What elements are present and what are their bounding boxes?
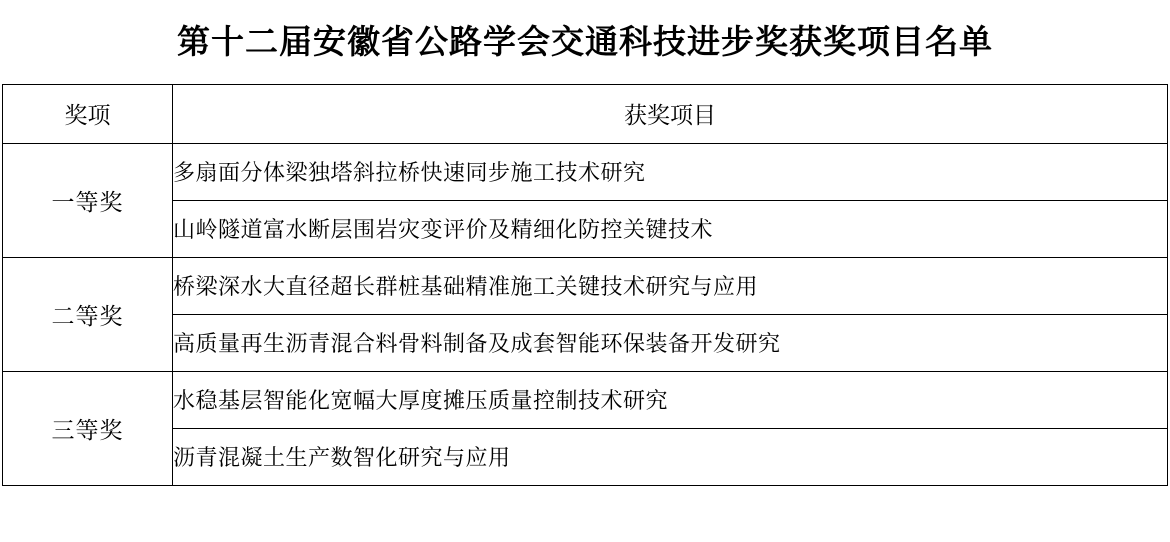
project-name-cell: 桥梁深水大直径超长群桩基础精准施工关键技术研究与应用 <box>173 257 1168 314</box>
page-title: 第十二届安徽省公路学会交通科技进步奖获奖项目名单 <box>177 22 993 61</box>
project-name-cell: 山岭隧道富水断层围岩灾变评价及精细化防控关键技术 <box>173 200 1168 257</box>
column-header-award: 奖项 <box>3 84 173 143</box>
award-level-cell: 三等奖 <box>3 371 173 485</box>
table-row <box>3 143 1168 200</box>
table-row <box>3 200 1168 257</box>
project-name-cell: 水稳基层智能化宽幅大厚度摊压质量控制技术研究 <box>173 371 1168 428</box>
table-row <box>3 257 1168 314</box>
table-header <box>3 84 1168 143</box>
project-name-cell: 沥青混凝土生产数智化研究与应用 <box>173 428 1168 485</box>
award-level-cell: 二等奖 <box>3 257 173 371</box>
award-table-container <box>0 84 1170 486</box>
table-row <box>3 371 1168 428</box>
project-name-cell: 高质量再生沥青混合料骨料制备及成套智能环保装备开发研究 <box>173 314 1168 371</box>
table-body <box>3 143 1168 485</box>
award-level-cell: 一等奖 <box>3 143 173 257</box>
award-table <box>2 84 1168 486</box>
table-row <box>3 428 1168 485</box>
column-header-project: 获奖项目 <box>173 84 1168 143</box>
table-header-row <box>3 84 1168 143</box>
table-row <box>3 314 1168 371</box>
project-name-cell: 多扇面分体梁独塔斜拉桥快速同步施工技术研究 <box>173 143 1168 200</box>
